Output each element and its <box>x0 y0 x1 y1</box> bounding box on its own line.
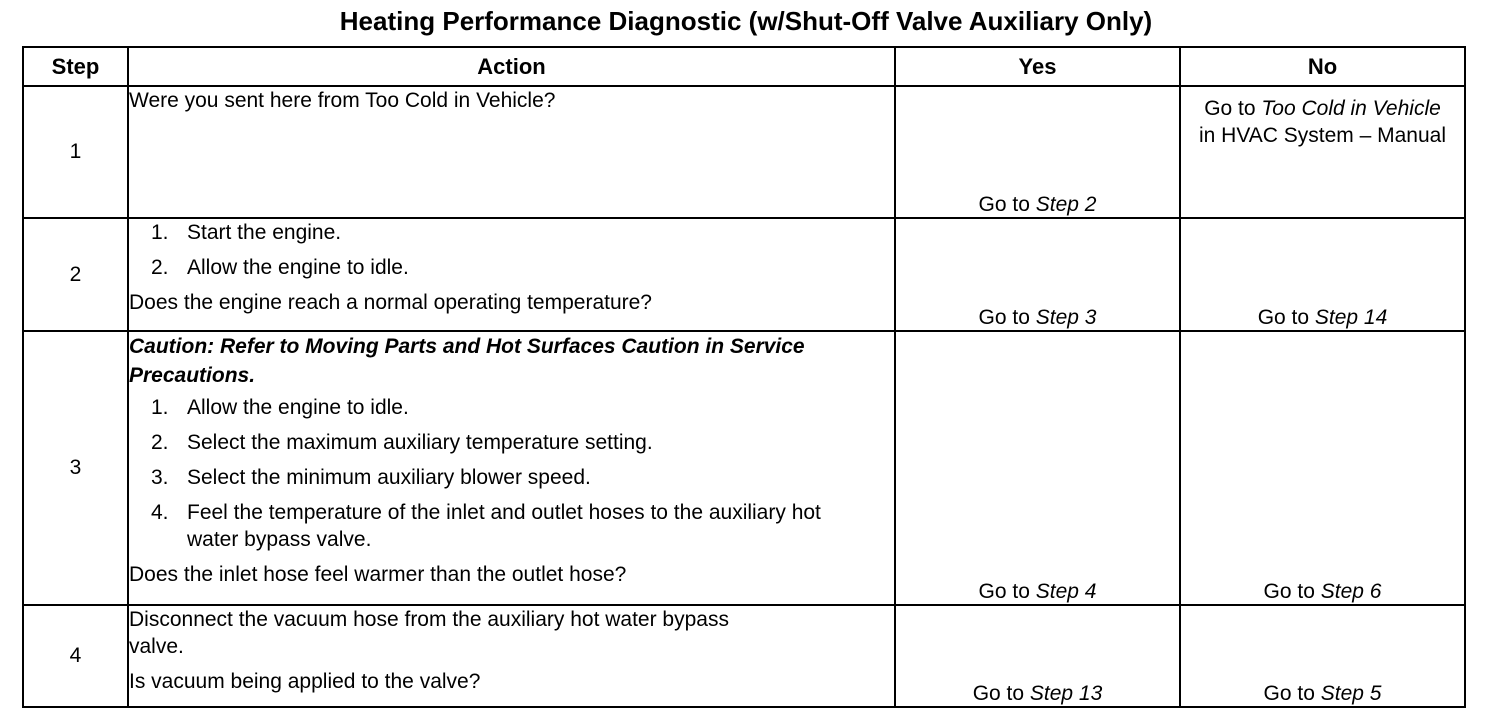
yes-cell <box>895 218 1180 331</box>
list-item-number: 4. <box>151 501 169 524</box>
no-prefix: Go to <box>1257 306 1315 329</box>
list-item-text: Allow the engine to idle. <box>187 256 409 279</box>
yes-prefix: Go to <box>972 682 1030 705</box>
yes-prefix: Go to <box>978 306 1036 329</box>
page-title: Heating Performance Diagnostic (w/Shut-Off Valve Auxiliary Only) <box>339 6 1153 36</box>
yes-link[interactable]: Step 2 <box>1035 193 1097 216</box>
yes-link[interactable]: Step 13 <box>1029 682 1103 705</box>
no-prefix: Go to <box>1263 682 1321 705</box>
list-item-number: 3. <box>151 466 169 489</box>
action-cell <box>128 86 895 218</box>
step-number: 2 <box>23 218 128 331</box>
list-item-text: Allow the engine to idle. <box>187 396 409 419</box>
no-link[interactable]: Step 5 <box>1320 682 1382 705</box>
yes-prefix: Go to <box>978 580 1036 603</box>
no-prefix: Go to <box>1263 580 1321 603</box>
header-yes: Yes <box>895 47 1180 86</box>
no-cell <box>1180 86 1465 218</box>
list-item-text: Start the engine. <box>187 221 342 244</box>
step-number: 3 <box>23 331 128 605</box>
list-item-text: Select the maximum auxiliary temperature setting. <box>187 431 653 454</box>
table-header-row <box>23 47 1465 86</box>
table-row <box>23 218 1465 331</box>
no-cell <box>1180 218 1465 331</box>
list-item-number: 1. <box>151 221 169 244</box>
action-list <box>129 394 894 553</box>
yes-prefix: Go to <box>978 193 1036 216</box>
no-prefix: Go to <box>1204 97 1262 120</box>
yes-cell <box>895 86 1180 218</box>
no-cell <box>1180 605 1465 707</box>
table-row <box>23 605 1465 707</box>
list-item-number: 2. <box>151 256 169 279</box>
list-item-text: Feel the temperature of the inlet and outlet hoses to the auxiliary hot water bypass valve. <box>187 501 821 551</box>
step-number: 4 <box>23 605 128 707</box>
list-item <box>129 429 894 456</box>
no-link[interactable]: Too Cold in Vehicle <box>1261 97 1441 120</box>
yes-link[interactable]: Step 3 <box>1035 306 1097 329</box>
list-item <box>129 254 894 281</box>
no-cell <box>1180 331 1465 605</box>
action-text: Disconnect the vacuum hose from the auxiliary hot water bypass valve. <box>129 608 729 658</box>
action-cell <box>128 218 895 331</box>
no-link[interactable]: Step 14 <box>1314 306 1388 329</box>
yes-cell <box>895 605 1180 707</box>
header-step: Step <box>23 47 128 86</box>
table-row <box>23 331 1465 605</box>
list-item <box>129 394 894 421</box>
yes-link[interactable]: Step 4 <box>1035 580 1097 603</box>
table-row <box>23 86 1465 218</box>
action-question: Does the engine reach a normal operating temperature? <box>129 291 652 314</box>
yes-cell <box>895 331 1180 605</box>
list-item <box>129 499 827 553</box>
list-item <box>129 219 894 246</box>
action-question: Does the inlet hose feel warmer than the outlet hose? <box>129 563 627 586</box>
list-item <box>129 464 894 491</box>
action-cell <box>128 605 895 707</box>
action-question: Were you sent here from Too Cold in Vehicle? <box>129 89 556 112</box>
list-item-text: Select the minimum auxiliary blower speed. <box>187 466 591 489</box>
action-list <box>129 219 894 281</box>
header-no: No <box>1180 47 1465 86</box>
action-cell <box>128 331 895 605</box>
step-number: 1 <box>23 86 128 218</box>
caution-note: Caution: Refer to Moving Parts and Hot Surfaces Caution in Service Precautions. <box>129 335 805 387</box>
header-action: Action <box>128 47 895 86</box>
diagnostic-table <box>22 46 1466 708</box>
action-question: Is vacuum being applied to the valve? <box>129 670 481 693</box>
list-item-number: 2. <box>151 431 169 454</box>
no-link[interactable]: Step 6 <box>1320 580 1382 603</box>
list-item-number: 1. <box>151 396 169 419</box>
no-suffix: in HVAC System – Manual <box>1198 124 1447 147</box>
